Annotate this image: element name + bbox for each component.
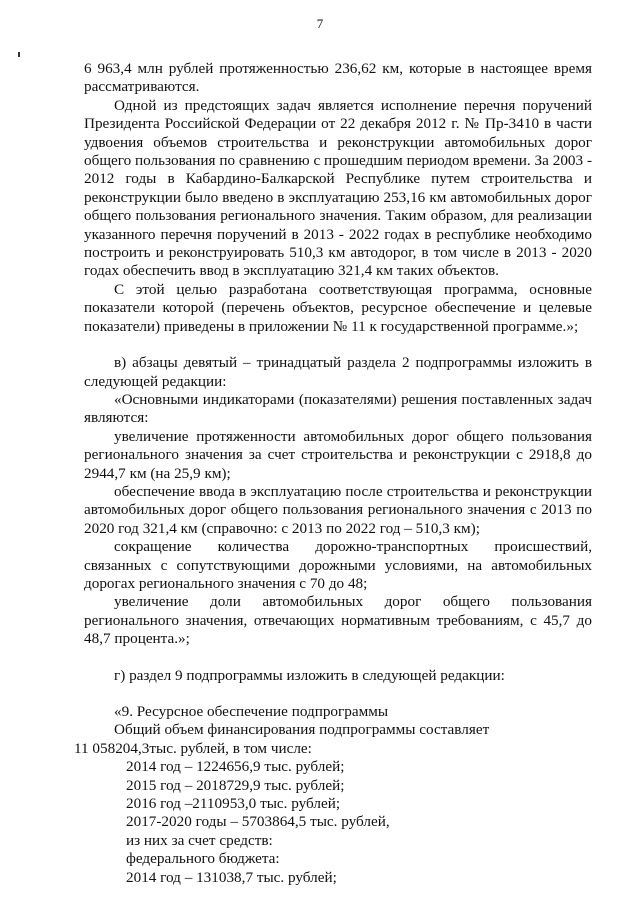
- paragraph: сокращение количества дорожно-транспортных происшествий, связанных с сопутствующими дорожными условиями, на автомобильных дорогах регионального значения с 70 до 48;: [84, 538, 592, 592]
- margin-mark: [18, 52, 20, 57]
- paragraph: федерального бюджета:: [126, 850, 280, 868]
- paragraph: увеличение доли автомобильных дорог общего пользования регионального значения, отвечающих нормативным требованиям, с 45,7 до 48,7 процента.»;: [84, 593, 592, 648]
- paragraph: «Основными индикаторами (показателями) решения поставленных задач являются:: [84, 390, 592, 427]
- paragraph: С этой целью разработана соответствующая программа, основные показатели которой (перечень объектов, ресурсное обеспечение и целевые показатели) приведены в приложении № 11 к государственной программе.»;: [84, 280, 592, 335]
- paragraph: 2014 год – 131038,7 тыс. рублей;: [126, 868, 337, 886]
- paragraph: Одной из предстоящих задач является исполнение перечня поручений Президента Российской Федерации от 22 декабря 2012 г. № Пр-3410 в части удвоения объемов строительства и реконструкции автомобильных дорог общего пользования по сравнению с прошедшим периодом времени. За 2003 - 2012 годы в Кабардино-Балкарской Республике путем строительства и реконструкции было введено в эксплуатацию 253,16 км автомобильных дорог общего пользования регионального значения. Таким образом, для реализации указанного перечня поручений в 2013 - 2022 годах в республике необходимо построить и реконструировать 510,3 км автодорог, в том числе в 2013 - 2020 годах обеспечить ввод в эксплуатацию 321,4 км таких объектов.: [84, 96, 592, 280]
- page-number: 7: [316, 16, 324, 31]
- paragraph: [84, 336, 592, 354]
- paragraph: 2015 год – 2018729,9 тыс. рублей;: [126, 776, 345, 794]
- paragraph: в) абзацы девятый – тринадцатый раздела 2 подпрограммы изложить в следующей редакции:: [84, 354, 592, 390]
- document-body: [74, 60, 592, 887]
- paragraph: 6 963,4 млн рублей протяженностью 236,62 км, которые в настоящее время рассматриваются.: [84, 60, 592, 96]
- paragraph: Общий объем финансирования подпрограммы составляет: [114, 721, 490, 739]
- paragraph: 2017-2020 годы – 5703864,5 тыс. рублей,: [126, 813, 390, 831]
- paragraph: 2014 год – 1224656,9 тыс. рублей;: [126, 758, 345, 776]
- paragraph: [84, 649, 592, 667]
- paragraph: обеспечение ввода в эксплуатацию после строительства и реконструкции автомобильных дорог общего пользования регионального значения с 2013 по 2020 год 321,4 км (справочно: с 2013 по 2022 год – 510,3 км);: [84, 482, 592, 537]
- paragraph: 11 058204,3тыс. рублей, в том числе:: [74, 739, 312, 757]
- paragraph: «9. Ресурсное обеспечение подпрограммы: [114, 703, 389, 720]
- paragraph: 2016 год –2110953,0 тыс. рублей;: [126, 795, 341, 813]
- paragraph: из них за счет средств:: [126, 831, 273, 849]
- paragraph: [84, 685, 592, 703]
- paragraph: г) раздел 9 подпрограммы изложить в следующей редакции:: [114, 666, 505, 684]
- paragraph: увеличение протяженности автомобильных дорог общего пользования регионального значения за счет строительства и реконструкции с 2918,8 до 2944,7 км (на 25,9 км);: [84, 427, 592, 482]
